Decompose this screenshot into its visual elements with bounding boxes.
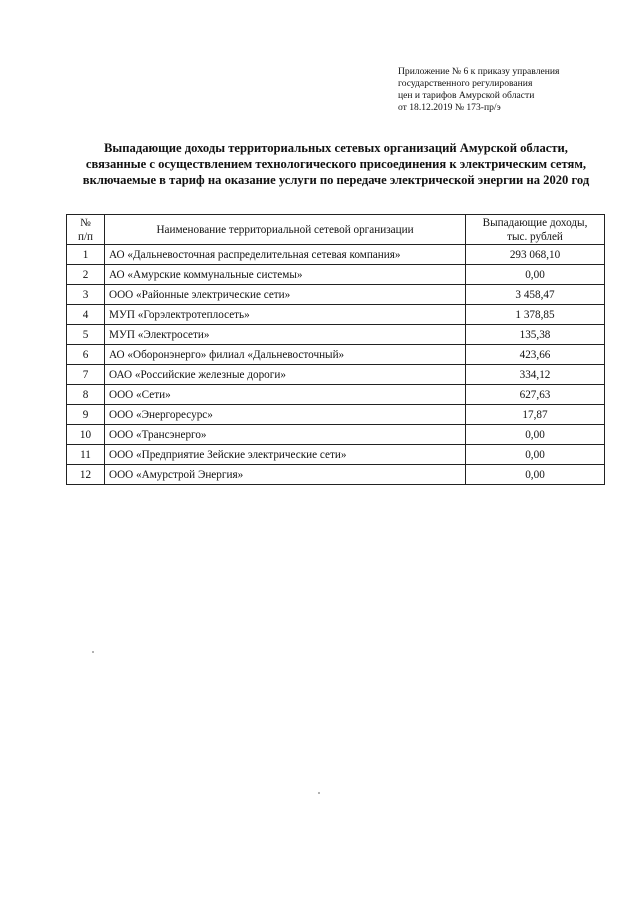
lost-revenue-value: 0,00 <box>466 265 605 285</box>
title-line: связанные с осуществлением технологического присоединения к электрическим сетям, <box>85 157 587 171</box>
scan-speck <box>92 651 94 653</box>
lost-revenue-value: 3 458,47 <box>466 285 605 305</box>
organization-name: ОАО «Российские железные дороги» <box>105 365 466 385</box>
row-number: 11 <box>67 445 105 465</box>
header-organization-name: Наименование территориальной сетевой организации <box>105 215 466 245</box>
title-line: включаемые в тариф на оказание услуги по передаче электрической энергии на 2020 год <box>82 173 590 187</box>
table-row <box>67 345 605 365</box>
lost-revenue-value: 627,63 <box>466 385 605 405</box>
row-number: 2 <box>67 265 105 285</box>
table-row <box>67 405 605 425</box>
header-number-line1: № <box>80 216 91 229</box>
organization-name: АО «Оборонэнерго» филиал «Дальневосточный» <box>105 345 466 365</box>
organization-name: МУП «Электросети» <box>105 325 466 345</box>
organization-name: АО «Амурские коммунальные системы» <box>105 265 466 285</box>
table-header-row <box>67 215 605 245</box>
row-number: 8 <box>67 385 105 405</box>
document-title <box>58 140 614 188</box>
table-row <box>67 265 605 285</box>
header-lost-revenue <box>466 215 605 245</box>
organization-name: ООО «Трансэнерго» <box>105 425 466 445</box>
header-value-line2: тыс. рублей <box>507 230 563 243</box>
appendix-line: цен и тарифов Амурской области <box>398 90 535 101</box>
row-number: 3 <box>67 285 105 305</box>
appendix-line: государственного регулирования <box>398 78 533 89</box>
header-number-line2: п/п <box>77 230 94 243</box>
lost-revenue-value: 17,87 <box>466 405 605 425</box>
lost-revenue-value: 0,00 <box>466 445 605 465</box>
lost-revenue-value: 1 378,85 <box>466 305 605 325</box>
organization-name: ООО «Энергоресурс» <box>105 405 466 425</box>
organization-name: АО «Дальневосточная распределительная сетевая компания» <box>105 245 466 265</box>
row-number: 4 <box>67 305 105 325</box>
title-line: Выпадающие доходы территориальных сетевых организаций Амурской области, <box>104 141 568 155</box>
lost-revenue-value: 135,38 <box>466 325 605 345</box>
scan-speck <box>318 792 320 794</box>
row-number: 7 <box>67 365 105 385</box>
row-number: 9 <box>67 405 105 425</box>
table-row <box>67 385 605 405</box>
table-row <box>67 245 605 265</box>
header-value-line1: Выпадающие доходы, <box>482 216 588 229</box>
lost-revenue-value: 423,66 <box>466 345 605 365</box>
row-number: 5 <box>67 325 105 345</box>
organization-name: ООО «Амурстрой Энергия» <box>105 465 466 485</box>
lost-revenue-value: 293 068,10 <box>466 245 605 265</box>
table-body <box>67 245 605 485</box>
row-number: 10 <box>67 425 105 445</box>
table-row <box>67 305 605 325</box>
lost-revenue-value: 0,00 <box>466 425 605 445</box>
appendix-line: от 18.12.2019 № 173-пр/э <box>398 102 501 113</box>
table-row <box>67 285 605 305</box>
row-number: 1 <box>67 245 105 265</box>
header-number <box>67 215 105 245</box>
table-row <box>67 425 605 445</box>
organization-name: ООО «Районные электрические сети» <box>105 285 466 305</box>
organization-name: МУП «Горэлектротеплосеть» <box>105 305 466 325</box>
lost-revenue-value: 334,12 <box>466 365 605 385</box>
row-number: 6 <box>67 345 105 365</box>
appendix-reference <box>398 66 598 114</box>
table-row <box>67 365 605 385</box>
table-row <box>67 445 605 465</box>
lost-revenue-table <box>66 214 605 485</box>
table-row <box>67 325 605 345</box>
table-row <box>67 465 605 485</box>
organization-name: ООО «Сети» <box>105 385 466 405</box>
row-number: 12 <box>67 465 105 485</box>
organization-name: ООО «Предприятие Зейские электрические сети» <box>105 445 466 465</box>
lost-revenue-value: 0,00 <box>466 465 605 485</box>
appendix-line: Приложение № 6 к приказу управления <box>398 66 560 77</box>
